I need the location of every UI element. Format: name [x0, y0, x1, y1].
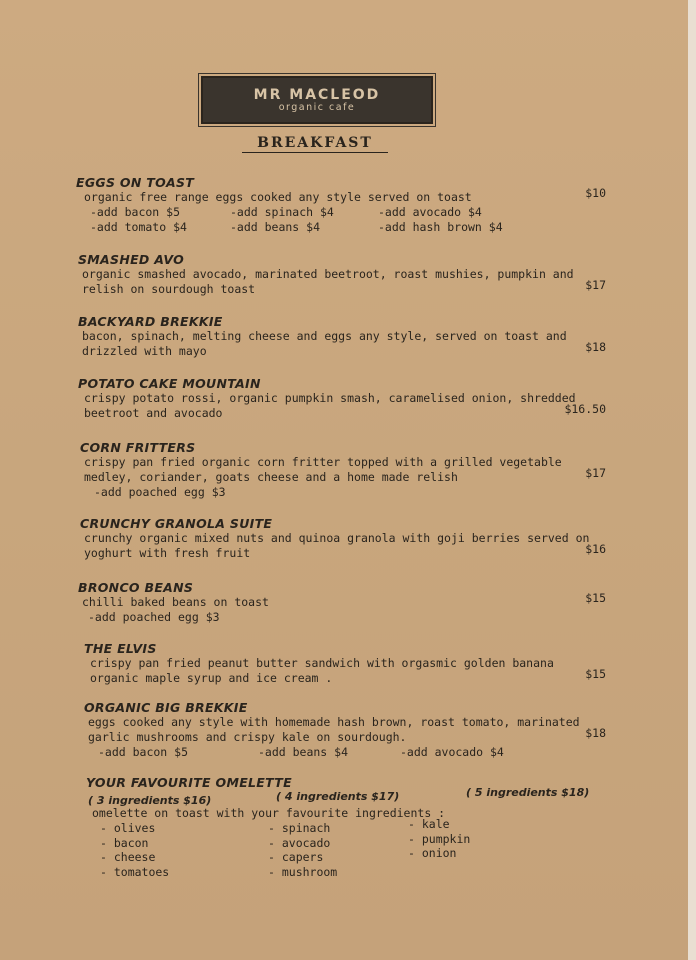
- paper-edge: [688, 0, 696, 960]
- ingredient: - onion: [408, 846, 457, 860]
- description-line: eggs cooked any style with homemade hash brown, roast tomato, marinated: [88, 715, 580, 729]
- item-description: [76, 267, 606, 297]
- item-name: YOUR FAVOURITE OMELETTE: [86, 775, 292, 790]
- description-line: bacon, spinach, melting cheese and eggs any style, served on toast and: [82, 329, 567, 343]
- ingredient-column: [100, 821, 169, 879]
- addon-option: -add beans $4: [230, 220, 321, 234]
- addon-row: [76, 205, 606, 220]
- description-line: medley, coriander, goats cheese and a home made relish: [84, 470, 458, 484]
- description-line: drizzled with mayo: [82, 344, 207, 358]
- ingredient: - kale: [408, 817, 450, 831]
- item-price: $17: [585, 278, 606, 292]
- ingredient: - pumpkin: [408, 831, 471, 846]
- addon-option: -add bacon $5: [98, 745, 189, 759]
- item-price: $10: [585, 186, 606, 200]
- addon-option: -add bacon $5: [90, 205, 181, 219]
- description-line: beetroot and avocado: [84, 406, 223, 420]
- addon-row: [76, 610, 606, 625]
- menu-item: [76, 440, 606, 500]
- item-price: $16: [585, 542, 606, 556]
- addon-row: [76, 485, 606, 500]
- menu-item: [76, 641, 606, 686]
- addon-row: [76, 745, 606, 760]
- menu-item: [76, 252, 606, 297]
- logo-tagline: organic cafe: [278, 102, 356, 113]
- omelette-size-option: ( 4 ingredients $17): [276, 790, 400, 803]
- description-line: garlic mushrooms and crispy kale on sourdough.: [88, 730, 407, 744]
- menu-item: [76, 175, 606, 235]
- ingredient-column: [408, 817, 470, 861]
- item-name: CRUNCHY GRANOLA SUITE: [80, 516, 273, 531]
- addon-option: -add beans $4: [258, 745, 349, 759]
- ingredient: - mushroom: [268, 864, 338, 879]
- description-line: organic smashed avocado, marinated beetroot, roast mushies, pumpkin and: [82, 267, 574, 281]
- item-description: [76, 715, 606, 745]
- item-description: [76, 329, 606, 359]
- ingredient: - cheese: [100, 850, 156, 864]
- item-description: [76, 531, 606, 561]
- item-name: CORN FRITTERS: [80, 440, 196, 455]
- description-line: chilli baked beans on toast: [82, 595, 269, 609]
- addon-option: -add poached egg $3: [88, 610, 220, 624]
- cafe-logo: [201, 76, 433, 124]
- description-line: crispy pan fried peanut butter sandwich with orgasmic golden banana: [90, 656, 554, 670]
- addon-row: [76, 220, 606, 235]
- item-description: omelette on toast with your favourite ingredients :: [92, 806, 446, 820]
- description-line: crispy pan fried organic corn fritter topped with a grilled vegetable: [84, 455, 562, 469]
- menu-item-omelette: [76, 775, 606, 881]
- description-line: crunchy organic mixed nuts and quinoa granola with goji berries served on: [84, 531, 590, 545]
- item-price: $17: [585, 466, 606, 480]
- item-price: $16.50: [564, 402, 606, 416]
- ingredient-columns: [76, 817, 606, 881]
- addon-option: -add spinach $4: [230, 205, 334, 219]
- menu-item: [76, 700, 606, 760]
- addon-option: -add avocado $4: [378, 205, 482, 219]
- ingredient: - spinach: [268, 821, 331, 835]
- addon-option: -add tomato $4: [90, 220, 187, 234]
- item-price: $15: [585, 591, 606, 605]
- ingredient: - avocado: [268, 835, 331, 850]
- item-description: [76, 656, 606, 686]
- description-line: yoghurt with fresh fruit: [84, 546, 251, 560]
- item-name: SMASHED AVO: [78, 252, 185, 267]
- item-name: BRONCO BEANS: [78, 580, 194, 595]
- ingredient: - tomatoes: [100, 864, 170, 879]
- menu-item: [76, 314, 606, 359]
- addon-option: -add hash brown $4: [378, 220, 503, 234]
- description-line: organic free range eggs cooked any style served on toast: [84, 190, 472, 204]
- item-name: ORGANIC BIG BREKKIE: [84, 700, 248, 715]
- item-price: $18: [585, 726, 606, 740]
- ingredient: - bacon: [100, 835, 149, 850]
- section-title: BREAKFAST: [242, 135, 388, 153]
- item-price: $15: [585, 667, 606, 681]
- item-description: [76, 591, 606, 610]
- ingredient: - capers: [268, 850, 324, 864]
- omelette-sizes: [76, 786, 606, 807]
- description-line: crispy potato rossi, organic pumpkin smash, caramelised onion, shredded: [84, 391, 576, 405]
- omelette-size-option: ( 3 ingredients $16): [88, 794, 212, 807]
- menu-item: [76, 580, 606, 625]
- menu-item: [76, 516, 606, 561]
- omelette-size-option: ( 5 ingredients $18): [466, 786, 590, 799]
- item-name: EGGS ON TOAST: [76, 175, 195, 190]
- item-price: $18: [585, 340, 606, 354]
- item-description: [76, 455, 606, 485]
- menu-item: [76, 376, 606, 421]
- addon-option: -add avocado $4: [400, 745, 504, 759]
- ingredient: - olives: [100, 821, 156, 835]
- description-line: relish on sourdough toast: [82, 282, 256, 296]
- description-line: organic maple syrup and ice cream .: [90, 671, 333, 685]
- item-description: [76, 391, 606, 421]
- item-name: BACKYARD BREKKIE: [78, 314, 223, 329]
- item-description: [76, 186, 606, 205]
- item-name: THE ELVIS: [84, 641, 157, 656]
- logo-name: MR MACLEOD: [253, 87, 381, 103]
- ingredient-column: [268, 821, 337, 879]
- item-name: POTATO CAKE MOUNTAIN: [78, 376, 261, 391]
- addon-option: -add poached egg $3: [94, 485, 226, 499]
